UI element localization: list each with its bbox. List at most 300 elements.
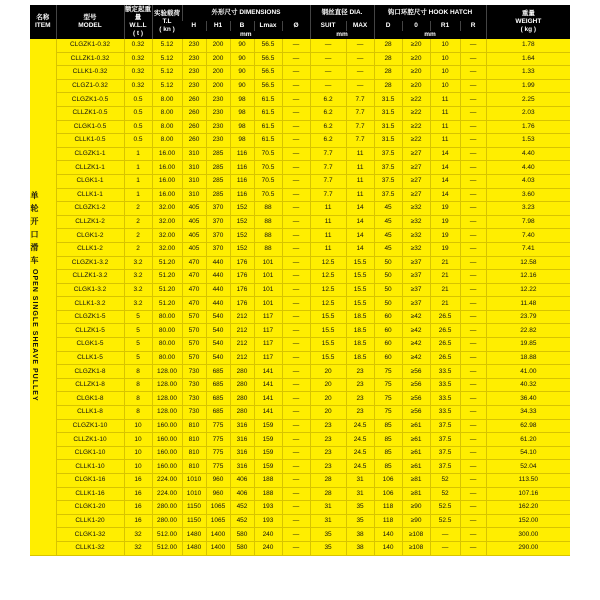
table-cell: 685 [206, 365, 230, 379]
table-cell: CLGZK1-0.32 [56, 39, 124, 52]
table-cell: — [460, 242, 486, 256]
table-cell: — [310, 52, 346, 66]
table-cell: — [460, 120, 486, 134]
table-cell: 28 [374, 79, 402, 93]
table-cell: 1065 [206, 501, 230, 515]
table-cell: 98 [230, 93, 254, 107]
table-cell: 730 [182, 392, 206, 406]
table-cell: 116 [230, 188, 254, 202]
table-cell: ≥61 [402, 419, 430, 433]
table-cell: 37.5 [430, 433, 460, 447]
table-cell: 159 [254, 446, 282, 460]
table-cell: 80.00 [152, 324, 182, 338]
table-cell: 285 [206, 174, 230, 188]
table-cell: 7.7 [310, 161, 346, 175]
table-cell: CLGZK1-3.2 [56, 256, 124, 270]
table-cell: 230 [182, 79, 206, 93]
table-cell: 310 [182, 174, 206, 188]
table-cell: 32 [124, 528, 152, 542]
table-cell: 16 [124, 514, 152, 528]
table-cell: 18.88 [486, 351, 570, 365]
table-cell: ≥27 [402, 188, 430, 202]
table-cell: 14 [430, 147, 460, 161]
table-cell: 90 [230, 39, 254, 52]
table-cell: 141 [254, 378, 282, 392]
table-cell: 11 [430, 93, 460, 107]
table-cell: 117 [254, 351, 282, 365]
table-cell: 37.5 [430, 419, 460, 433]
table-cell: 300.00 [486, 528, 570, 542]
table-cell: ≥81 [402, 474, 430, 488]
table-cell: 18.5 [346, 351, 374, 365]
table-row [30, 365, 570, 379]
table-cell: 285 [206, 161, 230, 175]
table-cell: CLLZK1-3.2 [56, 270, 124, 284]
table-cell: CLLZK1-2 [56, 215, 124, 229]
table-cell: 1480 [182, 528, 206, 542]
table-cell: 8.00 [152, 134, 182, 148]
table-cell: 23 [310, 460, 346, 474]
table-cell: 290.00 [486, 541, 570, 555]
table-cell: 7.98 [486, 215, 570, 229]
table-cell: 8.00 [152, 93, 182, 107]
table-cell: 730 [182, 365, 206, 379]
col-b-header: B [230, 21, 254, 31]
table-cell: ≥22 [402, 93, 430, 107]
table-cell: 159 [254, 433, 282, 447]
table-cell: 8 [124, 378, 152, 392]
table-cell: — [282, 446, 310, 460]
table-cell: 140 [374, 528, 402, 542]
table-cell: 685 [206, 406, 230, 420]
table-cell: 0.32 [124, 66, 152, 80]
table-cell: 11 [310, 202, 346, 216]
table-cell: 24.5 [346, 433, 374, 447]
table-cell: 2 [124, 229, 152, 243]
table-cell: 31.5 [374, 120, 402, 134]
table-row [30, 474, 570, 488]
table-cell: 88 [254, 242, 282, 256]
table-cell: ≥108 [402, 541, 430, 555]
table-cell: 12.5 [310, 270, 346, 284]
table-cell: 160.00 [152, 433, 182, 447]
table-cell: 8 [124, 406, 152, 420]
table-cell: 4.40 [486, 147, 570, 161]
table-cell: 38 [346, 528, 374, 542]
table-row [30, 528, 570, 542]
table-cell: 7.40 [486, 229, 570, 243]
table-cell: 960 [206, 487, 230, 501]
table-cell: 20 [310, 406, 346, 420]
table-cell: 280.00 [152, 501, 182, 515]
table-cell: 23 [310, 446, 346, 460]
table-cell: 2.25 [486, 93, 570, 107]
table-cell: — [460, 541, 486, 555]
table-cell: 88 [254, 202, 282, 216]
table-cell: 685 [206, 378, 230, 392]
table-cell: 26.5 [430, 310, 460, 324]
table-cell: 1480 [182, 541, 206, 555]
table-cell: 405 [182, 215, 206, 229]
table-cell: 21 [430, 256, 460, 270]
table-cell: 3.60 [486, 188, 570, 202]
table-cell: 200 [206, 66, 230, 80]
table-cell: ≥20 [402, 66, 430, 80]
table-cell: — [282, 297, 310, 311]
table-cell: ≥42 [402, 351, 430, 365]
table-cell: 193 [254, 514, 282, 528]
table-cell: 101 [254, 256, 282, 270]
table-cell: 452 [230, 501, 254, 515]
table-cell: 470 [182, 297, 206, 311]
table-cell: — [460, 79, 486, 93]
table-row [30, 541, 570, 555]
table-cell: 0.32 [124, 79, 152, 93]
table-cell: 61.5 [254, 93, 282, 107]
table-cell: 5 [124, 351, 152, 365]
table-cell: 15.5 [310, 310, 346, 324]
tl-header: 实验载荷 T.L ( kn ) [152, 5, 182, 39]
weight-header: 重量 WEIGHT ( kg ) [486, 5, 570, 39]
table-row [30, 460, 570, 474]
table-cell: 16 [124, 487, 152, 501]
table-cell: 3.2 [124, 270, 152, 284]
table-cell: 35 [310, 541, 346, 555]
table-cell: 101 [254, 283, 282, 297]
table-cell: 730 [182, 406, 206, 420]
table-cell: 176 [230, 283, 254, 297]
table-cell: 60 [374, 351, 402, 365]
table-cell: 35 [310, 528, 346, 542]
table-cell: 2 [124, 215, 152, 229]
table-cell: ≥22 [402, 120, 430, 134]
table-cell: 230 [206, 106, 230, 120]
col-h1-header: H1 [206, 21, 230, 31]
table-cell: 75 [374, 378, 402, 392]
table-cell: 23.79 [486, 310, 570, 324]
table-cell: 31 [346, 487, 374, 501]
table-cell: 8.00 [152, 120, 182, 134]
table-cell: — [460, 134, 486, 148]
table-cell: 37.5 [374, 161, 402, 175]
table-cell: CLGK1-20 [56, 501, 124, 515]
table-cell: 28 [310, 487, 346, 501]
table-row [30, 52, 570, 66]
table-cell: 51.20 [152, 270, 182, 284]
table-cell: — [460, 324, 486, 338]
table-cell: 56.5 [254, 79, 282, 93]
table-cell: 21 [430, 297, 460, 311]
table-cell: 10 [430, 79, 460, 93]
table-cell: — [460, 460, 486, 474]
table-cell: — [460, 365, 486, 379]
table-cell: CLLK1-20 [56, 514, 124, 528]
table-cell: 540 [206, 324, 230, 338]
table-row [30, 134, 570, 148]
table-cell: 33.5 [430, 406, 460, 420]
table-cell: 685 [206, 392, 230, 406]
table-cell: 212 [230, 338, 254, 352]
table-cell: 540 [206, 351, 230, 365]
table-cell: 31.5 [374, 93, 402, 107]
table-cell: CLGZK1-8 [56, 365, 124, 379]
table-cell: 10 [124, 433, 152, 447]
table-row [30, 392, 570, 406]
table-cell: 440 [206, 270, 230, 284]
table-cell: — [282, 392, 310, 406]
table-cell: 116 [230, 147, 254, 161]
table-cell: 1400 [206, 541, 230, 555]
table-cell: 1 [124, 147, 152, 161]
table-cell: — [460, 419, 486, 433]
table-cell: 7.41 [486, 242, 570, 256]
table-cell: 280 [230, 392, 254, 406]
table-cell: 15.5 [310, 324, 346, 338]
table-cell: 212 [230, 324, 254, 338]
table-row [30, 351, 570, 365]
table-cell: — [460, 283, 486, 297]
table-row [30, 310, 570, 324]
table-row [30, 242, 570, 256]
table-cell: — [282, 541, 310, 555]
table-cell: — [310, 79, 346, 93]
table-cell: 80.00 [152, 351, 182, 365]
table-cell: 32.00 [152, 242, 182, 256]
table-cell: 212 [230, 310, 254, 324]
item-header: 名称 ITEM [30, 5, 56, 39]
mm-unit-rope: mm [310, 31, 374, 39]
table-cell: 107.16 [486, 487, 570, 501]
table-cell: 212 [230, 351, 254, 365]
table-cell: 470 [182, 283, 206, 297]
table-cell: 54.10 [486, 446, 570, 460]
table-cell: 570 [182, 310, 206, 324]
table-cell: CLGK1-10 [56, 446, 124, 460]
table-cell: 5.12 [152, 66, 182, 80]
item-label-cell [30, 39, 56, 555]
table-cell: 316 [230, 419, 254, 433]
table-cell: — [282, 460, 310, 474]
table-cell: — [282, 161, 310, 175]
table-cell: 405 [182, 202, 206, 216]
table-cell: 140 [374, 541, 402, 555]
table-cell: 7.7 [346, 93, 374, 107]
table-cell: 116 [230, 161, 254, 175]
table-cell: 90 [230, 79, 254, 93]
table-cell: CLLK1-0.32 [56, 66, 124, 80]
table-cell: 0.5 [124, 120, 152, 134]
table-cell: 4.03 [486, 174, 570, 188]
table-cell: — [282, 134, 310, 148]
table-cell: 176 [230, 270, 254, 284]
table-cell: CLLK1-8 [56, 406, 124, 420]
table-cell: 90 [230, 52, 254, 66]
table-cell: 1150 [182, 514, 206, 528]
table-cell: — [460, 446, 486, 460]
table-cell: 19 [430, 215, 460, 229]
table-cell: 2 [124, 242, 152, 256]
table-cell: 16.00 [152, 188, 182, 202]
table-cell: 61.5 [254, 120, 282, 134]
table-cell: 61.20 [486, 433, 570, 447]
table-row [30, 283, 570, 297]
table-cell: — [460, 202, 486, 216]
table-cell: 8 [124, 365, 152, 379]
table-cell: 5.12 [152, 39, 182, 52]
table-cell: — [282, 66, 310, 80]
table-cell: 45 [374, 215, 402, 229]
table-cell: 23 [346, 365, 374, 379]
table-cell: — [282, 79, 310, 93]
table-cell: 193 [254, 501, 282, 515]
table-cell: 60 [374, 338, 402, 352]
dimensions-header: 外形尺寸 DIMENSIONS [182, 5, 310, 21]
table-cell: 1.76 [486, 120, 570, 134]
table-cell: 23 [310, 433, 346, 447]
table-cell: ≥61 [402, 433, 430, 447]
table-cell: 240 [254, 528, 282, 542]
table-cell: 85 [374, 446, 402, 460]
table-cell: 224.00 [152, 474, 182, 488]
table-cell: CLGZK1-10 [56, 419, 124, 433]
table-cell: 80.00 [152, 338, 182, 352]
table-cell: — [460, 147, 486, 161]
table-row [30, 106, 570, 120]
table-row [30, 215, 570, 229]
col-h-header: H [182, 21, 206, 31]
table-cell: — [282, 419, 310, 433]
table-cell: 6.2 [310, 93, 346, 107]
table-cell: 470 [182, 256, 206, 270]
table-cell: 7.7 [310, 147, 346, 161]
table-cell: 37.5 [374, 174, 402, 188]
table-cell: 70.5 [254, 174, 282, 188]
table-cell: 370 [206, 215, 230, 229]
table-cell: ≥32 [402, 242, 430, 256]
table-row [30, 324, 570, 338]
table-cell: 28 [374, 52, 402, 66]
table-cell: 117 [254, 310, 282, 324]
table-cell: 1010 [182, 474, 206, 488]
table-cell: 11.48 [486, 297, 570, 311]
table-cell: 1150 [182, 501, 206, 515]
table-cell: 775 [206, 446, 230, 460]
table-cell: 540 [206, 310, 230, 324]
table-cell: 50 [374, 297, 402, 311]
table-cell: ≥20 [402, 79, 430, 93]
table-cell: 540 [206, 338, 230, 352]
table-cell: 200 [206, 52, 230, 66]
table-cell: 101 [254, 270, 282, 284]
table-row [30, 419, 570, 433]
table-cell: CLLK1-32 [56, 541, 124, 555]
table-cell: — [460, 487, 486, 501]
table-cell: — [282, 106, 310, 120]
table-cell: 51.20 [152, 256, 182, 270]
table-cell: 88 [254, 229, 282, 243]
table-cell: 85 [374, 433, 402, 447]
table-cell: 14 [346, 229, 374, 243]
table-row [30, 66, 570, 80]
table-cell: 20 [310, 392, 346, 406]
table-cell: — [282, 501, 310, 515]
table-cell: 230 [182, 52, 206, 66]
table-cell: 3.2 [124, 256, 152, 270]
table-cell: 19 [430, 242, 460, 256]
table-cell: — [460, 66, 486, 80]
table-cell: — [282, 283, 310, 297]
table-cell: 101 [254, 297, 282, 311]
table-cell: 7.7 [310, 188, 346, 202]
table-cell: CLGK1-32 [56, 528, 124, 542]
table-cell: 10 [124, 446, 152, 460]
table-cell: ≥20 [402, 39, 430, 52]
table-cell: 50 [374, 256, 402, 270]
table-cell: CLGZK1-0.5 [56, 93, 124, 107]
table-cell: 152 [230, 202, 254, 216]
table-cell: 32.00 [152, 215, 182, 229]
table-cell: — [282, 52, 310, 66]
table-cell: 37.5 [374, 147, 402, 161]
table-cell: 6.2 [310, 106, 346, 120]
table-cell: 24.5 [346, 419, 374, 433]
table-row [30, 39, 570, 52]
table-cell: 810 [182, 433, 206, 447]
table-cell: 8.00 [152, 106, 182, 120]
table-cell: 14 [430, 161, 460, 175]
col-r1-header: R1 [430, 21, 460, 31]
spec-sheet [30, 5, 570, 556]
table-cell: 3.2 [124, 297, 152, 311]
table-cell: CLLZK1-0.5 [56, 106, 124, 120]
table-row [30, 79, 570, 93]
table-cell: ≥32 [402, 229, 430, 243]
table-cell: — [282, 324, 310, 338]
table-cell: 41.00 [486, 365, 570, 379]
table-cell: — [460, 514, 486, 528]
table-cell: 141 [254, 406, 282, 420]
table-cell: — [460, 174, 486, 188]
table-cell: 35 [346, 501, 374, 515]
table-row [30, 188, 570, 202]
table-cell: ≥37 [402, 256, 430, 270]
table-cell: 26.5 [430, 351, 460, 365]
table-cell: ≥32 [402, 202, 430, 216]
table-cell: — [282, 378, 310, 392]
table-cell: 11 [430, 120, 460, 134]
table-cell: 28 [374, 39, 402, 52]
table-cell: 18.5 [346, 310, 374, 324]
table-cell: 128.00 [152, 406, 182, 420]
table-cell: 11 [346, 147, 374, 161]
table-cell: 370 [206, 202, 230, 216]
table-cell: 23 [346, 392, 374, 406]
table-cell: 6.2 [310, 134, 346, 148]
table-cell: 316 [230, 446, 254, 460]
table-cell: ≥81 [402, 487, 430, 501]
table-cell: 52.5 [430, 514, 460, 528]
table-cell: 90 [230, 66, 254, 80]
table-cell: 1.33 [486, 66, 570, 80]
table-cell: ≥56 [402, 392, 430, 406]
table-cell: 15.5 [310, 351, 346, 365]
table-cell: 406 [230, 487, 254, 501]
table-cell: 12.58 [486, 256, 570, 270]
table-row [30, 202, 570, 216]
table-cell: — [460, 270, 486, 284]
table-cell: CLLZK1-1 [56, 161, 124, 175]
table-cell: 2 [124, 202, 152, 216]
